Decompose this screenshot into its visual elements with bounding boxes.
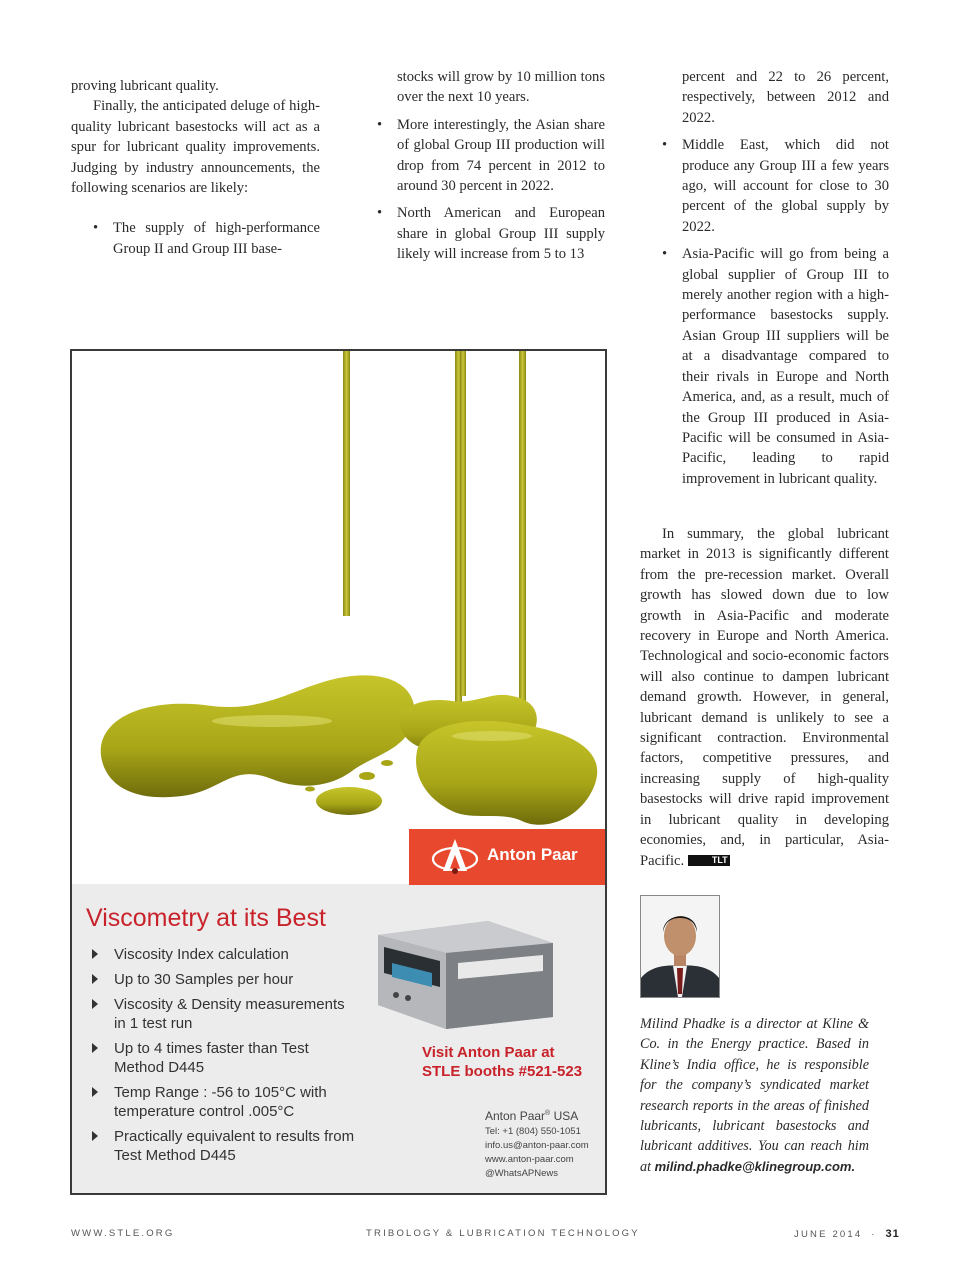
article-column-2 — [377, 67, 605, 265]
footer-date: JUNE 2014 — [794, 1229, 863, 1240]
phone: Tel: +1 (804) 550-1051 — [485, 1126, 581, 1137]
footer-separator: · — [871, 1229, 877, 1240]
bullet-icon: • — [377, 205, 383, 222]
social-handle[interactable]: @WhatsAPNews — [485, 1168, 558, 1179]
feature-item: Viscosity Index calculation — [90, 945, 360, 964]
anton-paar-logo[interactable] — [409, 829, 605, 885]
brand-name: Anton Paar — [487, 845, 578, 864]
author-photo — [640, 895, 720, 998]
bullet-text: The supply of high-performance Group II and Group III base- — [113, 220, 320, 257]
summary-text: In summary, the global lubricant market in 2013 is significantly different from the pre-recession market. Overall growth has slowed down due to low growth in Asia-Pacific and moderate recovery in Europe and North America. Technological and socio-economic factors will also continue to dampen lubricant demand growth. However, in general, lubricant demand is unlikely to see a significant contraction. Environmental factors, competitive pressures, and increasing supply of high-quality basestocks will drive rapid improvement in lubricant quality in developing economies, and, in particular, Asia-Pacific. — [640, 526, 889, 869]
bullet-text: Middle East, which did not produce any Group III a few years ago, will account for close to 30 percent of the global supply by 2022. — [682, 137, 889, 235]
feature-item: Practically equivalent to results from Test Method D445 — [90, 1127, 360, 1165]
author-bio — [640, 1014, 869, 1177]
contact-block: Anton Paar® USA Tel: +1 (804) 550-1051 info.us@anton-paar.com www.anton-paar.com @WhatsAPNews — [485, 1109, 589, 1179]
bullet-text: More interestingly, the Asian share of global Group III production will drop from 74 percent in 2012 to around 30 percent in 2022. — [397, 116, 605, 195]
footer-publication: TRIBOLOGY & LUBRICATION TECHNOLOGY — [366, 1228, 640, 1239]
arrow-bullet-icon — [92, 974, 98, 984]
bullet-item — [662, 135, 889, 237]
paragraph: proving lubricant quality. — [71, 78, 219, 94]
article-column-3 — [662, 67, 889, 489]
bullet-item — [377, 203, 605, 264]
author-portrait-image — [641, 896, 719, 997]
oil-droplet — [305, 787, 315, 792]
oil-droplet — [316, 787, 382, 815]
tlt-end-mark: TLT — [688, 855, 730, 866]
arrow-bullet-icon — [92, 1131, 98, 1141]
page-number: 31 — [885, 1228, 900, 1240]
summary-paragraph — [640, 524, 889, 871]
bullet-icon: • — [662, 137, 668, 154]
paragraph: percent and 22 to 26 percent, respectively, between 2012 and 2022. — [682, 69, 889, 126]
anton-paar-logo-icon — [429, 835, 481, 879]
article-column-1 — [71, 76, 320, 259]
arrow-bullet-icon — [92, 999, 98, 1009]
company-name: Anton Paar — [485, 1109, 546, 1123]
booth-invitation: Visit Anton Paar at STLE booths #521-523 — [422, 1044, 583, 1080]
oil-droplet — [359, 772, 375, 780]
bullet-icon: • — [93, 220, 99, 237]
feature-item: Temp Range : -56 to 105°C with temperature control .005°C — [90, 1083, 360, 1121]
bullet-item — [377, 115, 605, 197]
feature-item: Up to 4 times faster than Test Method D445 — [90, 1039, 360, 1077]
arrow-bullet-icon — [92, 949, 98, 959]
arrow-bullet-icon — [92, 1087, 98, 1097]
anton-paar-advertisement[interactable] — [70, 349, 607, 1195]
bullet-text: Asia-Pacific will go from being a global supplier of Group III to merely another region with a high-performance basestocks supply. Asian Group III suppliers will be at a disadvantage compared to their rivals in Europe and North America, and, as a result, much of the Group III produced in Asia-Pacific will be consumed in Asia-Pacific, leading to rapid improvement in lubricant quality. — [682, 246, 889, 487]
arrow-bullet-icon — [92, 1043, 98, 1053]
oil-drip-photo — [72, 351, 605, 884]
company-region: USA — [553, 1109, 579, 1123]
bullet-icon: • — [377, 116, 383, 133]
footer-date-page — [794, 1228, 900, 1240]
oil-droplet — [381, 760, 393, 766]
author-bio-text: Milind Phadke is a director at Kline & Co. in the Energy practice. Based in Kline’s India office, he is responsible for the company’s syndicated market research reports in the areas of finished lubricants, lubricant basestocks and lubricant additives. You can reach him at — [640, 1016, 869, 1175]
bullet-icon: • — [662, 246, 668, 263]
bullet-item — [662, 244, 889, 489]
footer-website[interactable]: WWW.STLE.ORG — [71, 1228, 175, 1239]
author-email-link[interactable]: milind.phadke@klinegroup.com. — [654, 1158, 856, 1174]
viscometer-instrument-image — [368, 917, 558, 1031]
bullet-item — [93, 218, 320, 259]
feature-list — [90, 945, 360, 1171]
feature-item: Up to 30 Samples per hour — [90, 970, 360, 989]
paragraph: Finally, the anticipated deluge of high-quality lubricant basestocks will act as a spur for lubricant quality improvements. Judging by industry announcements, the following scenarios are likely: — [71, 98, 320, 197]
paragraph: stocks will grow by 10 million tons over the next 10 years. — [397, 69, 605, 106]
ad-headline: Viscometry at its Best — [86, 904, 326, 932]
feature-item: Viscosity & Density measurements in 1 test run — [90, 995, 360, 1033]
website-link[interactable]: www.anton-paar.com — [485, 1154, 574, 1165]
email-link[interactable]: info.us@anton-paar.com — [485, 1140, 589, 1151]
bullet-text: North American and European share in global Group III supply likely will increase from 5 to 13 — [397, 205, 605, 263]
